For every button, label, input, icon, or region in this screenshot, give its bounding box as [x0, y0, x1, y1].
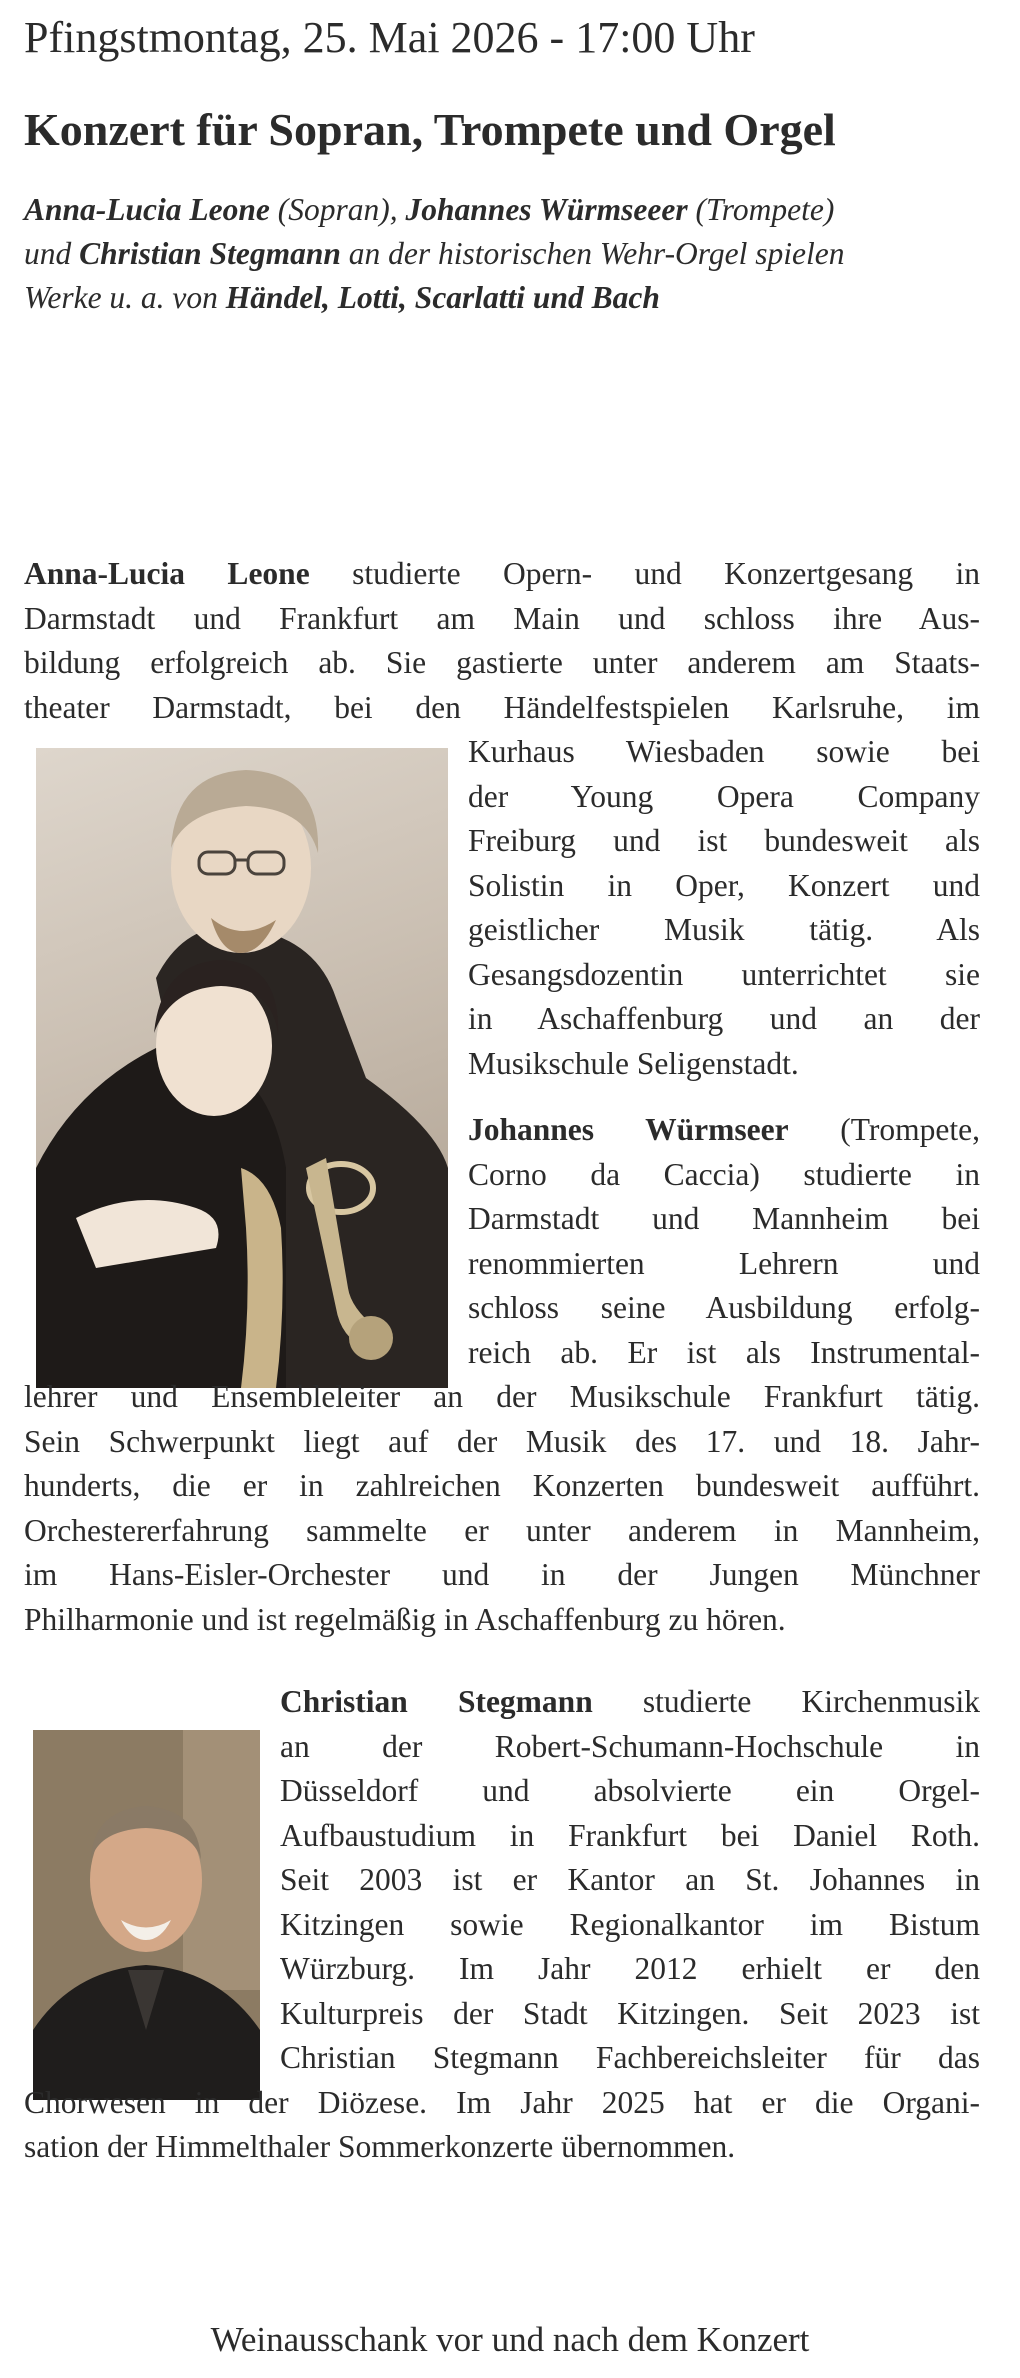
bio-leone-line: der Young Opera Company: [468, 778, 980, 814]
bio-wuermseer-line: reich ab. Er ist als Instrumental-: [468, 1334, 980, 1370]
intro-name-leone: Anna-Lucia Leone: [24, 192, 270, 227]
intro-name-wuermseer: Johannes Würmseeer: [405, 192, 688, 227]
bio-wuermseer-line: Orchestererfahrung sammelte er unter anderem in Mannheim,: [24, 1512, 980, 1548]
bio-wuermseer-line: Philharmonie und ist regelmäßig in Aschaffenburg zu hören.: [24, 1601, 786, 1637]
bio-leone-line: Gesangsdozentin unterrichtet sie: [468, 956, 980, 992]
bio-stegmann-line: Chorwesen in der Diözese. Im Jahr 2025 hat er die Organi-: [24, 2084, 980, 2120]
bio-leone-line: Kurhaus Wiesbaden sowie bei: [468, 734, 980, 769]
duo-portrait-illustration: [36, 748, 448, 1388]
bio-stegmann-line: sation der Himmelthaler Sommerkonzerte übernommen.: [24, 2129, 736, 2164]
bio-stegmann-name: Christian Stegmann: [280, 1684, 593, 1719]
bio-leone-name: Anna-Lucia Leone: [24, 556, 310, 591]
bio-leone-line: Anna-Lucia Leone studierte Opern- und Konzertgesang in: [24, 556, 981, 591]
bio-stegmann-line: Düsseldorf und absolvierte ein Orgel-: [280, 1773, 980, 1808]
bio-leone-line: Freiburg und ist bundesweit als: [468, 823, 980, 858]
event-title: Konzert für Sopran, Trompete und Orgel: [24, 104, 836, 155]
bio-wuermseer-line: hunderts, die er in zahlreichen Konzerten bundesweit aufführt.: [24, 1468, 980, 1503]
bio-wuermseer-line: Darmstadt und Mannheim bei: [468, 1201, 980, 1236]
bio-wuermseer-name: Johannes Würmseer: [468, 1112, 789, 1147]
bio-leone-line: bildung erfolgreich ab. Sie gastierte unter anderem am Staats-: [24, 645, 980, 680]
bio-stegmann-line: Kulturpreis der Stadt Kitzingen. Seit 2023 ist: [280, 1995, 980, 2031]
bio-stegmann-line: Würzburg. Im Jahr 2012 erhielt er den: [280, 1951, 980, 1986]
bio-leone-line: theater Darmstadt, bei den Händelfestspielen Karlsruhe, im: [24, 689, 980, 725]
bio-stegmann-line: Aufbaustudium in Frankfurt bei Daniel Roth.: [280, 1817, 980, 1853]
stegmann-portrait-illustration: [33, 1730, 260, 2100]
bio-stegmann-line: an der Robert-Schumann-Hochschule in: [280, 1728, 980, 1764]
bio-stegmann-line: Kitzingen sowie Regionalkantor im Bistum: [280, 1906, 980, 1942]
event-intro: Anna-Lucia Leone (Sopran), Johannes Würmseeer (Trompete) und Christian Stegmann an der historischen Wehr-Orgel spielen Werke u. a. von Händel, Lotti, Scarlatti und Bach: [24, 192, 845, 315]
bio-leone-line: Darmstadt und Frankfurt am Main und schloss ihre Aus-: [24, 600, 980, 636]
bio-leone-line: geistlicher Musik tätig. Als: [468, 912, 980, 947]
bio-leone-line: Solistin in Oper, Konzert und: [468, 867, 980, 903]
event-date: Pfingstmontag, 25. Mai 2026 - 17:00 Uhr: [24, 13, 755, 62]
bio-stegmann-line: Christian Stegmann Fachbereichsleiter für das: [280, 2040, 980, 2075]
bio-stegmann-line: Christian Stegmann studierte Kirchenmusik: [280, 1684, 980, 1719]
bio-wuermseer-line: im Hans-Eisler-Orchester und in der Jungen Münchner: [24, 1557, 980, 1592]
intro-composers: Händel, Lotti, Scarlatti und Bach: [225, 280, 660, 315]
bio-wuermseer-line: Johannes Würmseer (Trompete,: [468, 1112, 980, 1147]
photo-stegmann: [33, 1730, 260, 2100]
bio-leone-line: Musikschule Seligenstadt.: [468, 1045, 799, 1081]
bio-wuermseer-line: renommierten Lehrern und: [468, 1245, 980, 1281]
bio-stegmann-line: Seit 2003 ist er Kantor an St. Johannes in: [280, 1862, 980, 1897]
bio-wuermseer-line: Sein Schwerpunkt liegt auf der Musik des 17. und 18. Jahr-: [24, 1423, 980, 1459]
bio-wuermseer-line: lehrer und Ensembleleiter an der Musikschule Frankfurt tätig.: [24, 1379, 980, 1414]
bio-wuermseer-line: schloss seine Ausbildung erfolg-: [468, 1290, 980, 1325]
intro-name-stegmann: Christian Stegmann: [79, 236, 341, 271]
closing-note: Weinausschank vor und nach dem Konzert: [210, 2320, 810, 2359]
bio-wuermseer-line: Corno da Caccia) studierte in: [468, 1156, 980, 1192]
bio-leone-line: in Aschaffenburg und an der: [468, 1001, 980, 1036]
photo-leone-wuermseer: [36, 748, 448, 1388]
